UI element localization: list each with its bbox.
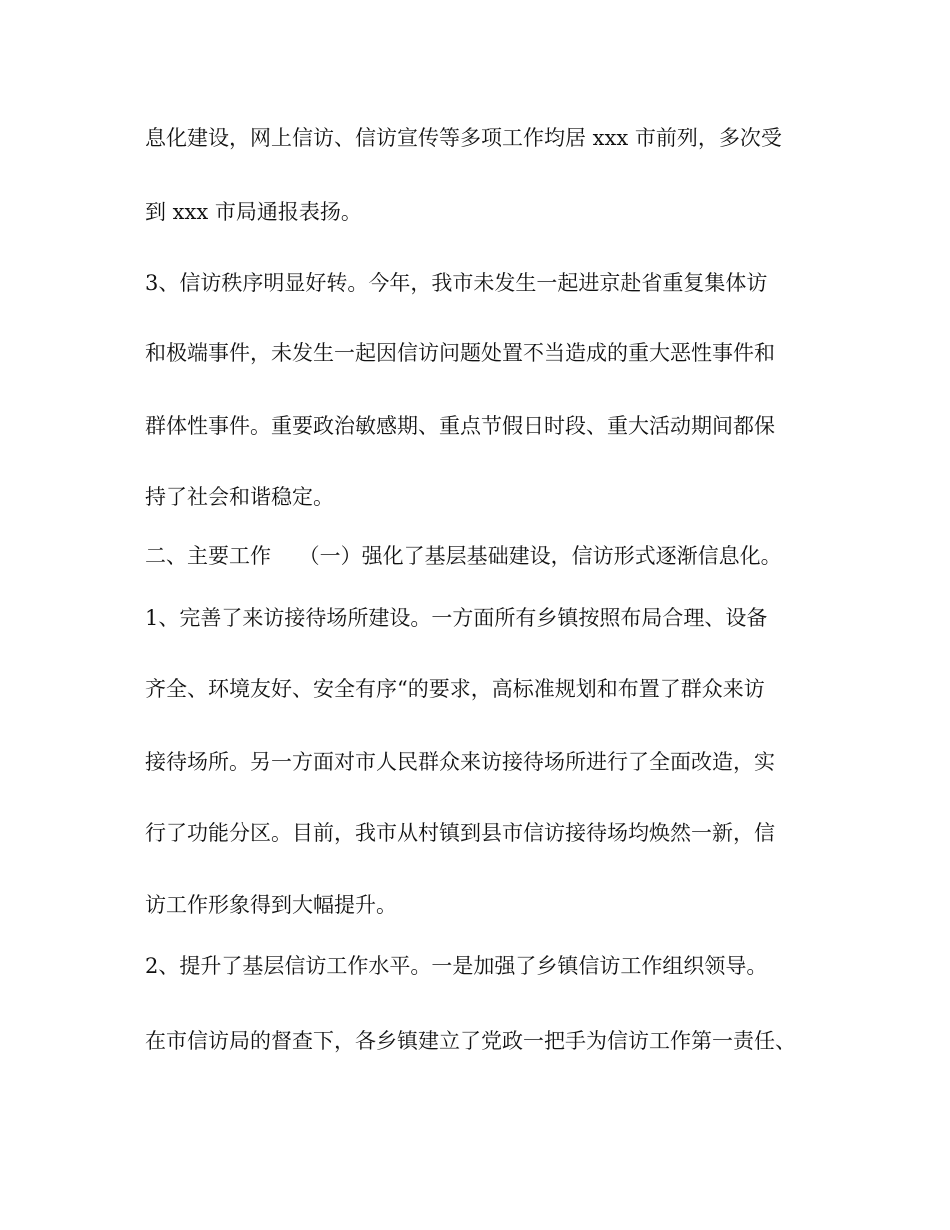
text-line-6: 持了社会和谐稳定。 xyxy=(145,485,334,509)
text-line-13: 2、提升了基层信访工作水平。一是加强了乡镇信访工作组织领导。 xyxy=(145,954,768,978)
text-line-8: 1、完善了来访接待场所建设。一方面所有乡镇按照布局合理、设备 xyxy=(145,606,768,630)
text-line-2: 到 xxx 市局通报表扬。 xyxy=(145,200,362,224)
text-line-5: 群体性事件。重要政治敏感期、重点节假日时段、重大活动期间都保 xyxy=(145,414,775,438)
text-line-12: 访工作形象得到大幅提升。 xyxy=(145,893,397,917)
text-line-9: 齐全、环境友好、安全有序“的要求，高标准规划和布置了群众来访 xyxy=(145,677,765,701)
text-line-3: 3、信访秩序明显好转。今年，我市未发生一起进京赴省重复集体访 xyxy=(145,271,768,295)
text-line-11: 行了功能分区。目前，我市从村镇到县市信访接待场均焕然一新，信 xyxy=(145,821,775,845)
section-heading-line: 二、主要工作 （一）强化了基层基础建设，信访形式逐渐信息化。 xyxy=(145,544,782,568)
text-line-4: 和极端事件，未发生一起因信访问题处置不当造成的重大恶性事件和 xyxy=(145,341,775,365)
text-line-1: 息化建设，网上信访、信访宣传等多项工作均居 xxx 市前列，多次受 xyxy=(145,126,782,150)
text-line-10: 接待场所。另一方面对市人民群众来访接待场所进行了全面改造，实 xyxy=(145,750,775,774)
text-line-14: 在市信访局的督查下，各乡镇建立了党政一把手为信访工作第一责任、 xyxy=(145,1029,796,1053)
